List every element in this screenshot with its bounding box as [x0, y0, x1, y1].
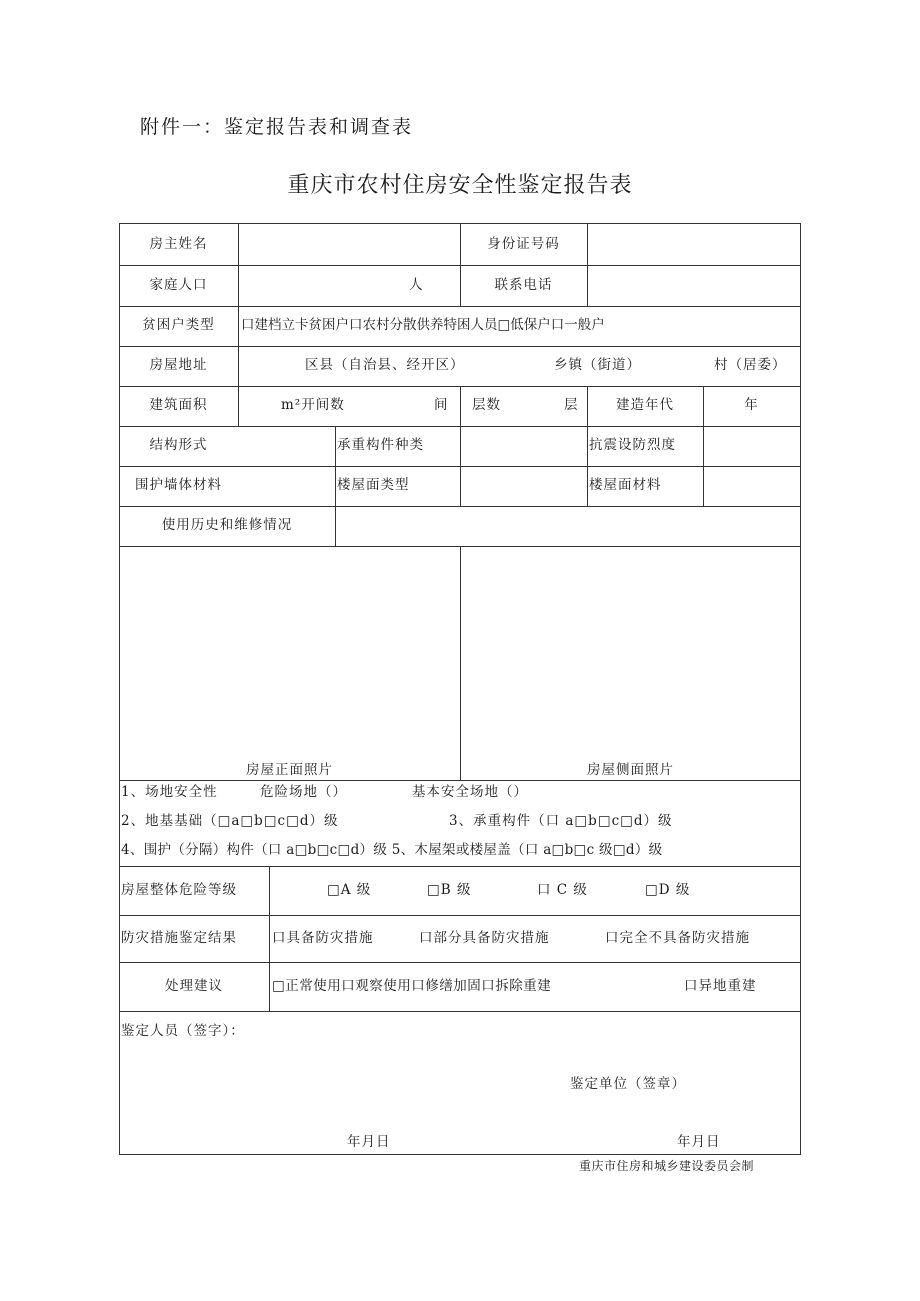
address-town: 乡镇（街道） — [554, 357, 641, 373]
handling-advice-options[interactable]: □正常使用口观察使用口修缮加固口拆除重建 — [272, 978, 552, 994]
relocate-rebuild-checkbox[interactable]: 口异地重建 — [684, 978, 757, 994]
inspector-date: 年月日 — [347, 1134, 391, 1150]
inspector-signature-label: 鉴定人员（签字）： — [121, 1023, 245, 1039]
poverty-type-options: 口建档立卡贫困户口农村分散供养特困人员□低保户口一般户 — [241, 317, 605, 333]
report-title: 重庆市农村住房安全性鉴定报告表 — [287, 173, 633, 198]
basic-safe-site-option: 基本安全场地（） — [412, 784, 528, 800]
front-photo-caption: 房屋正面照片 — [246, 762, 333, 778]
building-area-label: 建筑面积 — [149, 397, 208, 413]
disaster-prevention-label: 防灾措施鉴定结果 — [121, 930, 237, 946]
address-district: 区县（自治县、经开区） — [305, 357, 465, 373]
wall-material-label: 围护墙体材料 — [135, 477, 222, 493]
overall-grade-label: 房屋整体危险等级 — [121, 882, 237, 898]
row-divider — [119, 866, 801, 867]
floor-roof-material-label: 楼屋面材料 — [589, 477, 662, 493]
handling-advice-label: 处理建议 — [165, 978, 223, 994]
row-divider — [119, 962, 801, 963]
col-divider — [335, 426, 336, 546]
grade-b-checkbox[interactable]: □B 级 — [427, 882, 472, 898]
dangerous-site-option: 危险场地（） — [260, 784, 347, 800]
table-border-bottom — [119, 1154, 801, 1155]
site-safety-item: 1、场地安全性 — [121, 784, 218, 800]
floors-label: 层数 — [472, 397, 501, 413]
row-divider — [119, 306, 801, 307]
col-divider — [460, 386, 461, 506]
year-unit: 年 — [744, 397, 759, 413]
floors-unit: 层 — [564, 397, 579, 413]
assessment-unit-seal-label: 鉴定单位（签章） — [570, 1076, 686, 1092]
foundation-grade-item: 2、地基基础（□a□b□c□d）级 — [121, 813, 339, 829]
col-divider — [269, 866, 270, 1011]
attachment-title: 附件一：鉴定报告表和调查表 — [140, 116, 414, 138]
grade-d-checkbox[interactable]: □D 级 — [645, 882, 691, 898]
floor-roof-type-label: 楼屋面类型 — [337, 477, 410, 493]
row-divider — [119, 506, 801, 507]
report-form-table — [119, 223, 801, 1155]
household-unit: 人 — [409, 277, 424, 293]
col-divider — [460, 546, 461, 780]
grade-c-checkbox[interactable]: 口 C 级 — [537, 882, 588, 898]
address-label: 房屋地址 — [149, 357, 208, 373]
grade-a-checkbox[interactable]: □A 级 — [327, 882, 372, 898]
disaster-full-checkbox[interactable]: 口具备防灾措施 — [272, 930, 374, 946]
row-divider — [119, 915, 801, 916]
row-divider — [119, 780, 801, 781]
col-divider — [460, 223, 461, 306]
col-divider — [587, 223, 588, 306]
side-photo-caption: 房屋侧面照片 — [587, 762, 674, 778]
issuer-footer: 重庆市住房和城乡建设委员会制 — [579, 1159, 755, 1173]
seismic-intensity-label: 抗震设防烈度 — [589, 437, 676, 453]
poverty-type-label: 贫困户类型 — [142, 317, 215, 333]
bays-unit: 间 — [434, 397, 449, 413]
disaster-none-checkbox[interactable]: 口完全不具备防灾措施 — [605, 930, 750, 946]
owner-name-label: 房主姓名 — [149, 236, 208, 252]
address-village: 村（居委） — [714, 357, 787, 373]
table-border-right — [800, 223, 801, 1155]
usage-history-label: 使用历史和维修情况 — [161, 517, 293, 533]
row-divider — [119, 1011, 801, 1012]
col-divider — [238, 223, 239, 426]
id-number-label: 身份证号码 — [487, 236, 560, 252]
bearing-component-label: 承重构件种类 — [337, 437, 424, 453]
area-unit-bays-label: m²开间数 — [281, 397, 345, 413]
bearing-grade-item: 3、承重构件（口 a□b□c□d）级 — [449, 813, 673, 829]
structure-type-label: 结构形式 — [149, 437, 208, 453]
row-divider — [119, 346, 801, 347]
phone-label: 联系电话 — [494, 277, 553, 293]
built-year-label: 建造年代 — [616, 397, 674, 413]
disaster-partial-checkbox[interactable]: 口部分具备防灾措施 — [419, 930, 550, 946]
enclosure-roof-grade-item: 4、围护（分隔）构件（口 a□b□c□d）级 5、木屋架或楼屋盖（口 a□b□c 级□d）级 — [121, 842, 663, 858]
unit-date: 年月日 — [677, 1134, 721, 1150]
household-size-label: 家庭人口 — [149, 277, 208, 293]
